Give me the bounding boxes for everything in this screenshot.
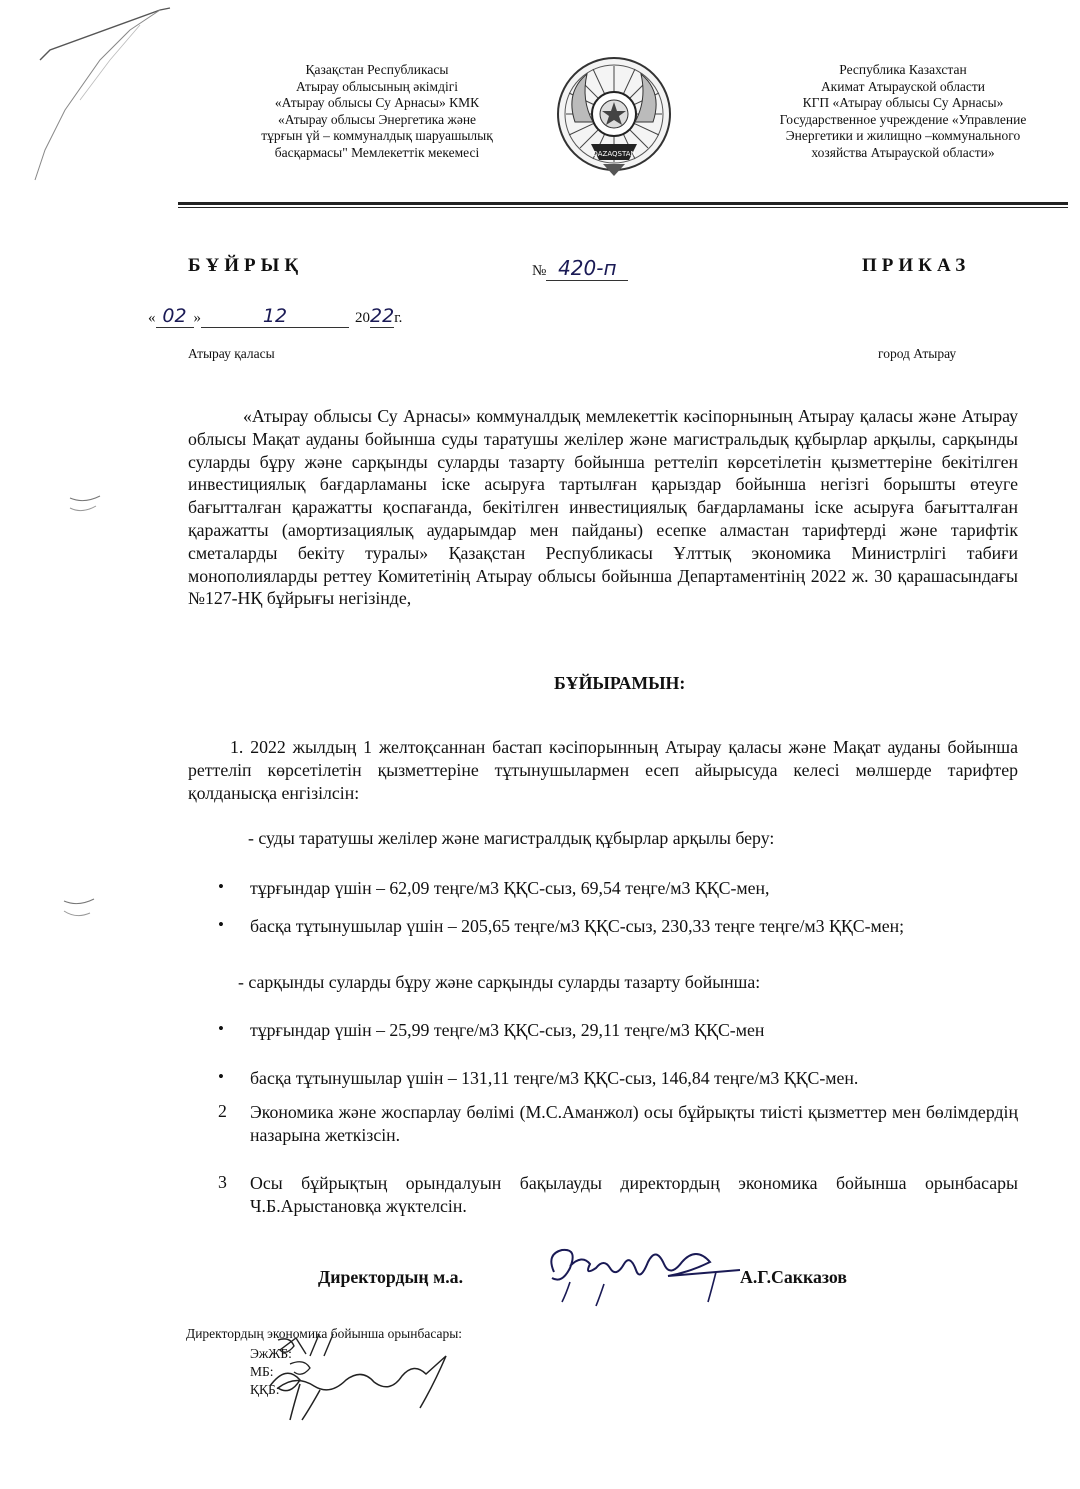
decree-heading: БҰЙЫРАМЫН: <box>554 673 686 693</box>
date-month: 12 <box>201 305 349 328</box>
header-divider-thin <box>178 207 1068 208</box>
header-ru-line: Акимат Атырауской области <box>820 78 986 94</box>
approval-line: МБ: <box>250 1364 274 1379</box>
city-ru: город Атырау <box>878 346 957 361</box>
header-kz-line: Қазақстан Республикасы <box>305 62 449 77</box>
approvals-title: Директордың экономика бойынша орынбасары: <box>186 1326 463 1341</box>
item-2-number: 2 <box>218 1101 227 1121</box>
header-kz <box>222 62 532 161</box>
bullet-icon: • <box>218 1019 224 1038</box>
punch-hole-mark <box>66 490 106 520</box>
bullet-icon: • <box>218 877 224 896</box>
signatory-name: А.Г.Сакказов <box>740 1267 847 1287</box>
punch-hole-mark <box>60 895 100 925</box>
item-2: Экономика және жоспарлау бөлімі (М.С.Аманжол) осы бұйрықты тиісті қызметтер мен бөлімдердің назарына жеткізсін. <box>250 1102 1018 1145</box>
tariff-line: тұрғындар үшін – 62,09 теңге/м3 ҚҚС-сыз, 69,54 теңге/м3 ҚҚС-мен, <box>250 878 770 898</box>
number-prefix: № <box>532 263 547 279</box>
header-ru-line: Республика Казахстан <box>839 62 967 77</box>
bullet-icon: • <box>218 1067 224 1086</box>
header-kz-line: «Атырау облысы Энергетика және <box>277 111 477 127</box>
scan-edge-shadow <box>10 0 180 190</box>
date-year-prefix: 20 <box>355 310 370 326</box>
header-ru-line: Энергетики и жилищно –коммунального <box>785 128 1021 143</box>
approval-visa-signatures <box>250 1334 480 1424</box>
signatory-position: Директордың м.а. <box>318 1267 464 1287</box>
date-open-quote: « <box>148 310 156 326</box>
svg-text:QAZAQSTAN: QAZAQSTAN <box>592 150 636 158</box>
header-ru <box>738 62 1068 161</box>
approval-line: ЭжЖБ: <box>250 1346 292 1361</box>
header-ru-line: КГП «Атырау облысы Су Арнасы» <box>802 95 1004 110</box>
date-close-quote: » <box>193 310 201 326</box>
order-title-kz: БҰЙРЫҚ <box>188 255 304 276</box>
tariff-line: тұрғындар үшін – 25,99 теңге/м3 ҚҚС-сыз, 29,11 теңге/м3 ҚҚС-мен <box>250 1020 765 1040</box>
preamble-paragraph: «Атырау облысы Су Арнасы» коммуналдық мемлекеттік кәсіпорнының Атырау қаласы және Атырау облысы Мақат ауданы бойынша суды таратушы желілер және магистральдық құбырлар арқылы, сарқынды суларды бұру және сарқынды суларды тазарту бойынша реттеліп көрсетілетін қызметтеріне бекітілген инвестициялық бағдарламаны іске асыруға тартылған қарыздар бойынша негізгі борышты өтеуге бағытталған қаражатты қоспағанда, бекітілген инвестициялық бағдарламаны іске асыруға бағытталған қаражатты (амортизациялық аударымдар мен пайданы) есепке алмастан тарифтерді және тарифтік сметаларды бекіту туралы» Қазақстан Республикасы Ұлттық экономика Министрлігі табиғи монополияларды реттеу Комитетінің Атырау облысы бойынша Департаментінің 2022 ж. 30 қарашасындағы №127-НҚ бұйрығы негізінде, <box>188 406 1018 609</box>
item-1: 1. 2022 жылдың 1 желтоқсаннан бастап кәсіпорынның Атырау қаласы және Мақат ауданы бойынша реттеліп көрсетілетін қызметтеріне тұтынушылармен есеп айырысуда келесі мөлшерде тарифтер қолданысқа енгізілсін: <box>188 737 1018 803</box>
header-ru-line: Государственное учреждение «Управление <box>779 111 1027 127</box>
header-kz-line: тұрғын үй – коммуналдық шаруашылық <box>261 128 493 143</box>
order-number-handwritten: 420-п <box>546 256 628 281</box>
item-3: Осы бұйрықтың орындалуын бақылауды директордың экономика бойынша орынбасары Ч.Б.Арыстановқа жүктелсін. <box>250 1173 1018 1216</box>
tariff-line: басқа тұтынушылар үшін – 205,65 теңге/м3 ҚҚС-сыз, 230,33 теңге теңге/м3 ҚҚС-мен; <box>250 916 905 936</box>
order-date <box>148 305 402 328</box>
date-day: 02 <box>156 305 194 328</box>
header-divider-thick <box>178 202 1068 205</box>
tariff-line: басқа тұтынушылар үшін – 131,11 теңге/м3 ҚҚС-сыз, 146,84 теңге/м3 ҚҚС-мен. <box>250 1068 859 1088</box>
date-year-unit: г. <box>394 310 403 326</box>
date-year-suffix: 22 <box>370 305 395 327</box>
state-emblem-icon <box>553 52 675 180</box>
subheading-wastewater: - сарқынды суларды бұру және сарқынды суларды тазарту бойынша: <box>238 972 761 992</box>
header-kz-line: «Атырау облысы Су Арнасы» КМК <box>274 95 480 110</box>
item-3-number: 3 <box>218 1172 227 1192</box>
approval-line: ҚҚБ: <box>250 1382 280 1397</box>
handwritten-signature <box>540 1232 745 1317</box>
subheading-water-supply: - суды таратушы желілер және магистралдық құбырлар арқылы беру: <box>248 828 775 848</box>
city-kz: Атырау қаласы <box>188 346 275 361</box>
header-kz-line: Атырау облысының әкімдігі <box>295 78 459 94</box>
header-ru-line: хозяйства Атырауской области» <box>811 144 995 160</box>
order-title-ru: ПРИКАЗ <box>862 255 971 276</box>
header-kz-line: басқармасы" Мемлекеттік мекемесі <box>274 144 480 160</box>
bullet-icon: • <box>218 915 224 934</box>
order-number <box>532 256 628 281</box>
